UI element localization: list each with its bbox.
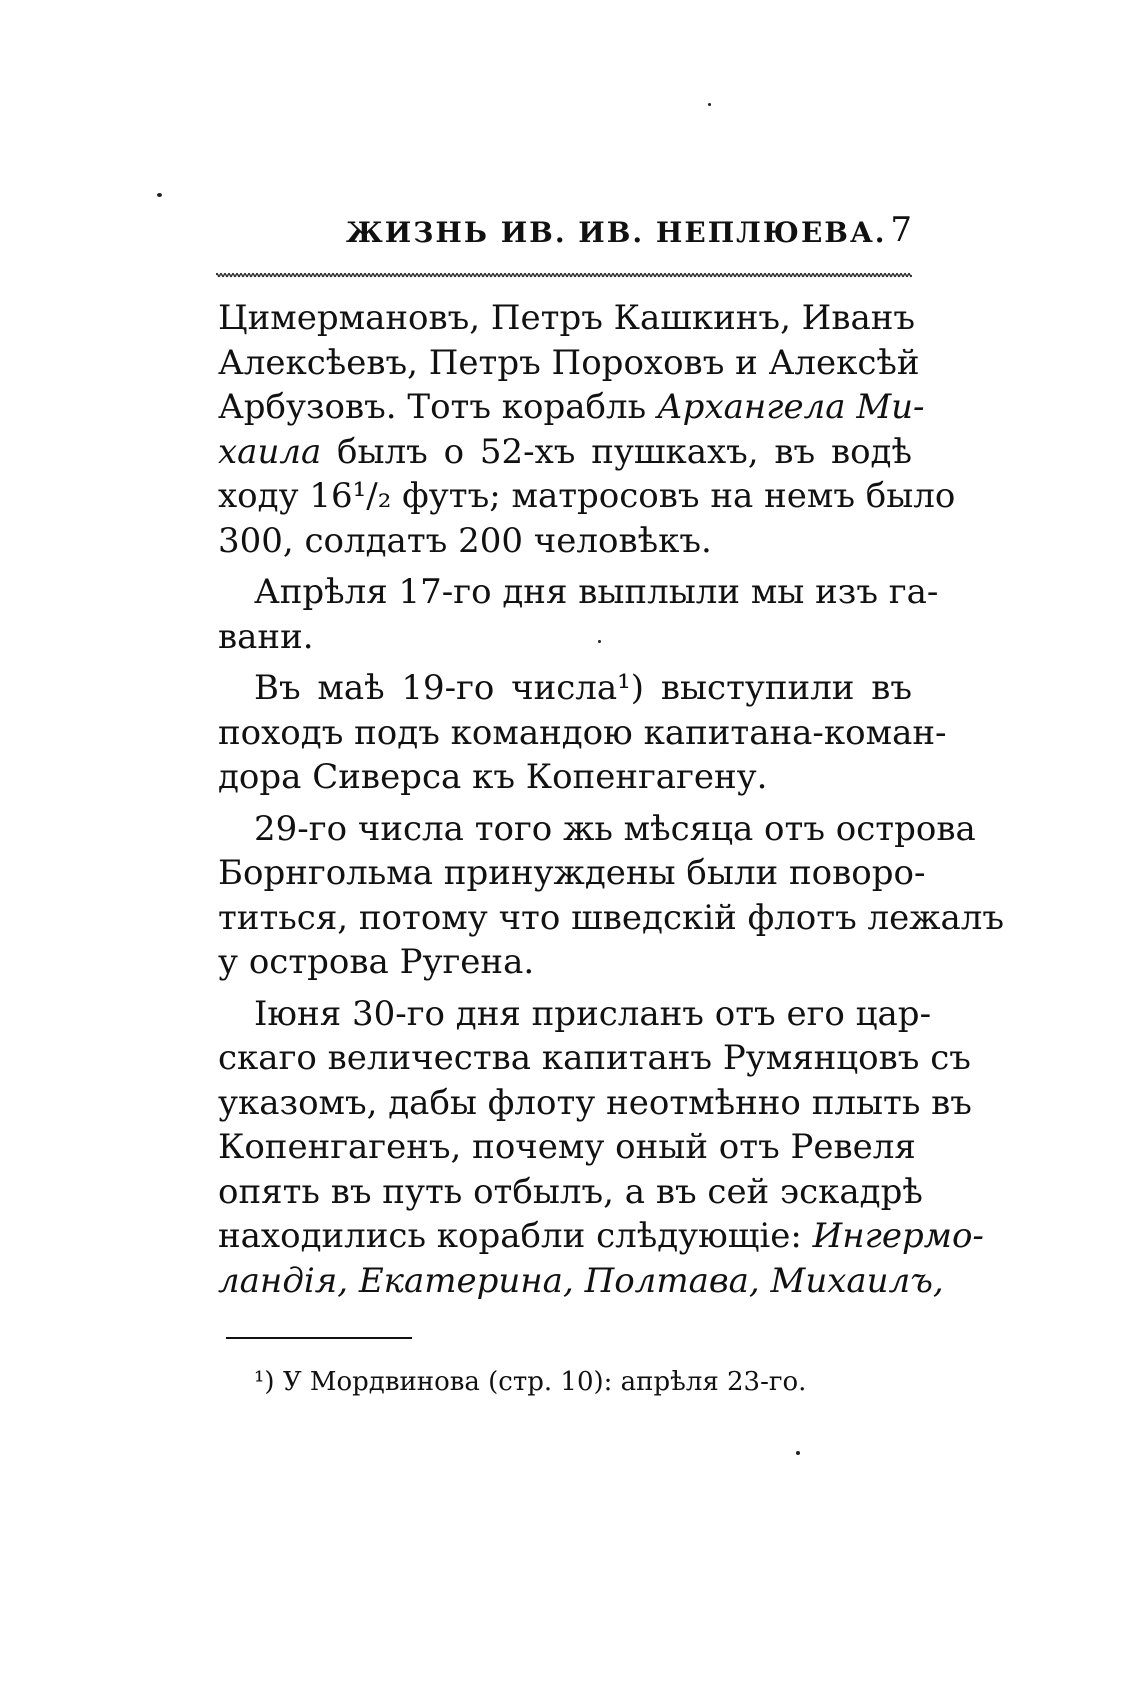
text-line [218, 896, 1005, 941]
print-speck [796, 1451, 800, 1455]
paragraph-gap [218, 563, 912, 570]
text-line [218, 1170, 923, 1215]
text-line [218, 711, 947, 756]
text-line [218, 1259, 944, 1304]
text-line [218, 296, 916, 341]
text-line [218, 992, 932, 1037]
text-run: Арбузовъ. Тотъ корабль [218, 387, 657, 427]
text-run: находились корабли слѣдующіе: [218, 1216, 813, 1256]
text-line [218, 430, 912, 475]
text-run: у острова Ругена. [218, 942, 535, 982]
text-run: Копенгагенъ, почему оный отъ Ревеля [218, 1127, 916, 1167]
text-line [218, 385, 925, 430]
text-run: Въ маѣ 19-го числа¹) выступили въ [254, 668, 912, 708]
text-line [218, 1036, 971, 1081]
running-head [218, 206, 912, 256]
text-run: скаго величества капитанъ Румянцовъ съ [218, 1038, 971, 1078]
italic-ship-name: ландія, Екатерина, Полтава, Михаилъ, [218, 1260, 944, 1301]
text-run: ходу 16¹/₂ футъ; матросовъ на немъ было [218, 476, 956, 516]
text-line [218, 1214, 984, 1259]
text-run: Апрѣля 17-го дня выплыли мы изъ га- [254, 572, 939, 612]
text-run: походъ подъ командою капитана-коман- [218, 712, 947, 753]
italic-ship-name: хаила [218, 431, 322, 472]
footnote: ¹) У Мордвинова (стр. 10): апрѣля 23-го. [254, 1367, 807, 1397]
italic-ship-name: Архангела Ми- [656, 387, 925, 427]
italic-ship-name: Ингермо- [812, 1216, 984, 1256]
text-line [218, 615, 912, 660]
text-line [218, 519, 912, 564]
text-run: Борнгольма принуждены были поворо- [218, 853, 926, 893]
text-run: Алексѣевъ, Петръ Пороховъ и Алексѣй [218, 342, 920, 383]
running-title: ЖИЗНЬ ИВ. ИВ. НЕПЛЮЕВА. [346, 216, 887, 249]
text-line [218, 851, 926, 896]
text-run: Іюня 30-го дня присланъ отъ его цар- [254, 993, 932, 1034]
text-run: былъ о 52-хъ пушкахъ, въ водѣ [321, 431, 912, 472]
text-run: вани. [218, 616, 314, 657]
text-line [218, 341, 920, 386]
text-run: опять въ путь отбылъ, а въ сей эскадрѣ [218, 1171, 923, 1212]
text-run: дора Сиверса къ Копенгагену. [218, 757, 768, 797]
text-run: Цимермановъ, Петръ Кашкинъ, Иванъ [218, 298, 916, 338]
text-run: указомъ, дабы флоту неотмѣнно плыть въ [218, 1082, 972, 1123]
text-line [218, 1125, 916, 1170]
print-speck [157, 193, 162, 197]
text-run: титься, потому что шведскій флотъ лежалъ [218, 897, 1005, 938]
footnote-rule [226, 1337, 412, 1339]
text-run: 300, солдатъ 200 человѣкъ. [218, 520, 712, 561]
text-run: 29-го числа того жь мѣсяца отъ острова [254, 808, 976, 849]
paragraph-gap [218, 985, 912, 992]
text-line [218, 474, 956, 519]
page-number: 7 [890, 210, 912, 250]
text-line [218, 666, 912, 711]
paragraph-gap [218, 659, 912, 666]
text-line [218, 570, 939, 615]
text-line [218, 807, 976, 852]
text-line [218, 1081, 972, 1126]
body-text [218, 296, 1005, 1303]
text-line [218, 755, 912, 800]
paragraph-gap [218, 800, 912, 807]
decorative-wavy-rule [216, 272, 912, 278]
text-line [218, 940, 912, 985]
print-speck [708, 103, 711, 106]
